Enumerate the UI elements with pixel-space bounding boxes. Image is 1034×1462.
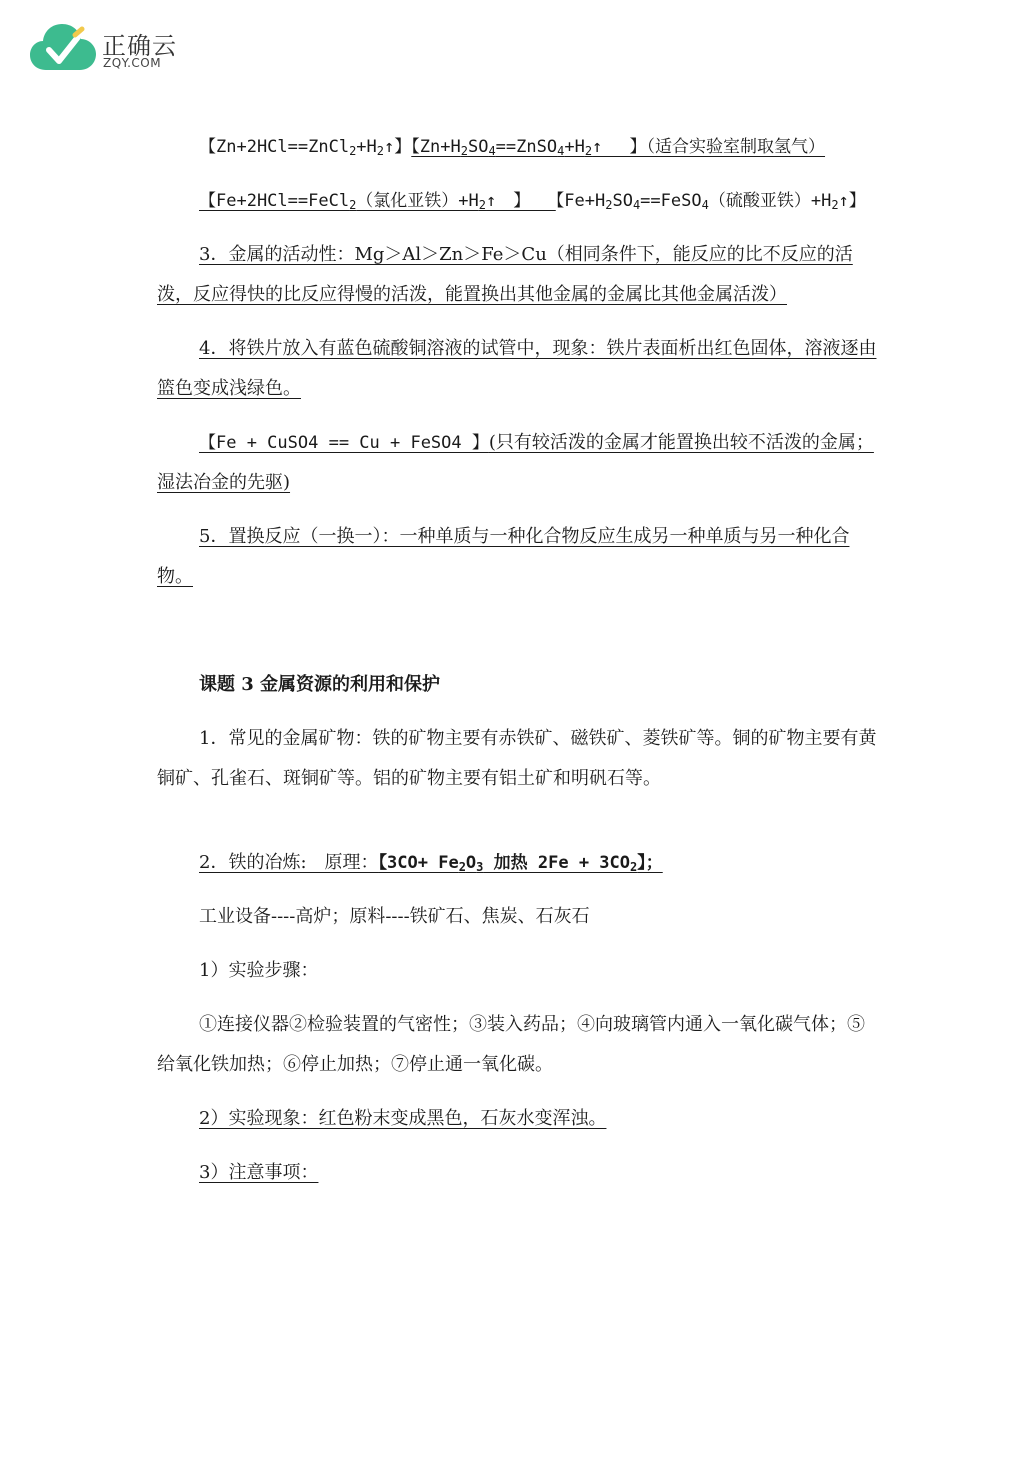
zn-hcl-equation: 【$Zn+2HCl==ZnCl_2+H_2↑$】 xyxy=(199,137,412,158)
iron-smelting: 2．铁的冶炼: 原理：【$3CO+ Fe_2O_3$ 加热 $2Fe + 3CO_2$】； xyxy=(199,852,663,874)
iron-copper-experiment: 4．将铁片放入有蓝色硫酸铜溶液的试管中，现象：铁片表面析出红色固体，溶液逐由篮色变成浅绿色。 xyxy=(157,338,877,399)
brand-logo xyxy=(30,20,190,76)
fe-cuso4-note: (只有较活泼的金属才能置换出较不活泼的金属；湿法冶金的先驱) xyxy=(157,432,874,493)
experiment-phenomenon: 2）实验现象：红色粉末变成黑色，石灰水变浑浊。 xyxy=(199,1108,607,1129)
experiment-steps: ①连接仪器②检验装置的气密性；③装入药品；④向玻璃管内通入一氧化碳气体；⑤给氧化铁加热；⑥停止加热；⑦停止通一氧化碳。 xyxy=(157,1014,865,1075)
cloud-check-icon xyxy=(30,20,96,74)
zn-h2so4-equation: 【$Zn+H_2SO_4==ZnSO_4+H_2↑$ 】（适合实验室制取氢气） xyxy=(411,137,826,158)
displacement-reaction: 5．置换反应（一换一）：一种单质与一种化合物反应生成另一种单质与另一种化合物。 xyxy=(157,526,850,587)
fe-reactions xyxy=(157,181,881,221)
metal-ores: 1．常见的金属矿物：铁的矿物主要有赤铁矿、磁铁矿、菱铁矿等。铜的矿物主要有黄铜矿、孔雀石、斑铜矿等。铝的矿物主要有铝土矿和明矾石等。 xyxy=(157,728,877,789)
activity-series: 3．金属的活动性：Mg＞Al＞Zn＞Fe＞Cu（相同条件下，能反应的比不反应的活泼，反应得快的比反应得慢的活泼，能置换出其他金属的金属比其他金属活泼） xyxy=(157,244,853,305)
brand-domain: ZQY.COM xyxy=(103,56,162,70)
smelting-equation: 【$3CO+ Fe_2O_3$ 加热 $2Fe + 3CO_2$】； xyxy=(378,853,663,874)
brand-name: 正确云 xyxy=(102,32,177,60)
precautions-title: 3）注意事项： xyxy=(199,1162,319,1183)
section-heading: 课题 3 金属资源的利用和保护 xyxy=(199,674,441,695)
industrial-equipment: 工业设备----高炉；原料----铁矿石、焦炭、石灰石 xyxy=(199,906,590,927)
fe-cuso4-reaction xyxy=(157,423,881,503)
document-body xyxy=(157,127,881,1207)
fe-h2so4-equation: 【$Fe+H_2SO_4==FeSO_4$（硫酸亚铁）$+H_2↑$】 xyxy=(555,191,866,212)
steps-title: 1）实验步骤： xyxy=(199,960,319,981)
zn-reactions xyxy=(157,127,881,167)
fe-cuso4-equation: 【Fe + CuSO4 == Cu + FeSO4 】 xyxy=(199,433,489,453)
fe-hcl-equation: 【Fe+2HCl==FeCl$_2$（氯化亚铁）$+H_2↑$ 】 xyxy=(199,191,556,212)
